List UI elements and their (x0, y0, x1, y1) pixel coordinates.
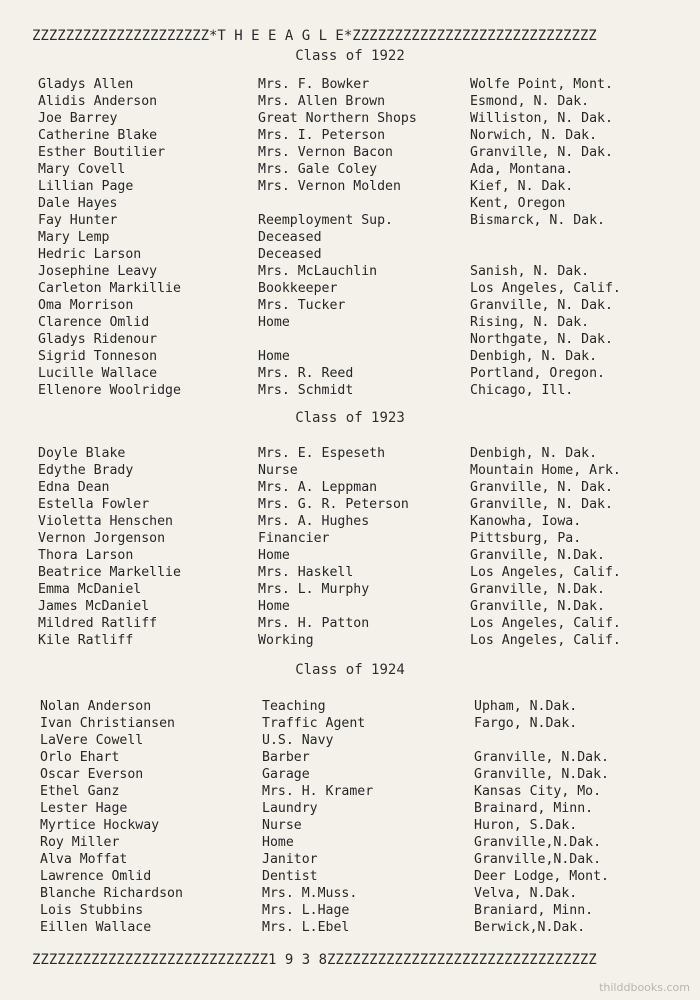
graduate-location: Los Angeles, Calif. (470, 565, 621, 580)
graduate-name: Kile Ratliff (38, 633, 134, 648)
list-item (0, 280, 700, 297)
graduate-name: Alidis Anderson (38, 94, 158, 109)
graduate-name: LaVere Cowell (40, 733, 144, 748)
list-item (0, 868, 700, 885)
graduate-status: Mrs. Haskell (258, 565, 354, 580)
graduate-status: Deceased (258, 247, 322, 262)
graduate-status: Mrs. Gale Coley (258, 162, 378, 177)
graduate-name: Orlo Ehart (40, 750, 120, 765)
graduate-status: Mrs. McLauchlin (258, 264, 378, 279)
graduate-name: Ivan Christiansen (40, 716, 175, 731)
list-item (0, 749, 700, 766)
graduate-location: Kent, Oregon (470, 196, 566, 211)
class-list-1922 (0, 76, 700, 399)
graduate-name: Mary Lemp (38, 230, 110, 245)
list-item (0, 581, 700, 598)
graduate-location: Berwick,N.Dak. (474, 920, 586, 935)
list-item (0, 817, 700, 834)
list-item (0, 885, 700, 902)
graduate-status: Mrs. E. Espeseth (258, 446, 386, 461)
graduate-location: Bismarck, N. Dak. (470, 213, 605, 228)
list-item (0, 76, 700, 93)
list-item (0, 598, 700, 615)
graduate-status: Home (258, 315, 290, 330)
list-item (0, 212, 700, 229)
graduate-name: Roy Miller (40, 835, 120, 850)
graduate-name: Ellenore Woolridge (38, 383, 181, 398)
graduate-name: Oscar Everson (40, 767, 144, 782)
graduate-location: Brainard, Minn. (474, 801, 594, 816)
list-item (0, 229, 700, 246)
graduate-name: Josephine Leavy (38, 264, 158, 279)
graduate-name: Myrtice Hockway (40, 818, 160, 833)
list-item (0, 632, 700, 649)
graduate-name: Lucille Wallace (38, 366, 158, 381)
graduate-location: Kansas City, Mo. (474, 784, 602, 799)
list-item (0, 110, 700, 127)
graduate-status: Reemployment Sup. (258, 213, 393, 228)
graduate-location: Northgate, N. Dak. (470, 332, 613, 347)
graduate-name: Clarence Omlid (38, 315, 150, 330)
graduate-name: Dale Hayes (38, 196, 118, 211)
graduate-name: Mildred Ratliff (38, 616, 158, 631)
graduate-location: Granville, N. Dak. (470, 480, 613, 495)
graduate-name: Joe Barrey (38, 111, 118, 126)
graduate-status: Mrs. F. Bowker (258, 77, 370, 92)
graduate-location: Esmond, N. Dak. (470, 94, 590, 109)
graduate-status: U.S. Navy (262, 733, 334, 748)
graduate-location: Sanish, N. Dak. (470, 264, 590, 279)
list-item (0, 93, 700, 110)
list-item (0, 698, 700, 715)
list-item (0, 547, 700, 564)
class-heading-1922: Class of 1922 (295, 48, 405, 64)
header-rule: ZZZZZZZZZZZZZZZZZZZZZ*T H E E A G L E*ZZZZZZZZZZZZZZZZZZZZZZZZZZZZZ (32, 28, 597, 44)
graduate-status: Deceased (258, 230, 322, 245)
graduate-name: Lillian Page (38, 179, 134, 194)
graduate-status: Nurse (262, 818, 302, 833)
graduate-status: Traffic Agent (262, 716, 366, 731)
graduate-status: Mrs. H. Kramer (262, 784, 374, 799)
graduate-name: Oma Morrison (38, 298, 134, 313)
list-item (0, 348, 700, 365)
list-item (0, 919, 700, 936)
graduate-location: Los Angeles, Calif. (470, 281, 621, 296)
graduate-status: Mrs. Allen Brown (258, 94, 386, 109)
graduate-name: James McDaniel (38, 599, 150, 614)
list-item (0, 127, 700, 144)
graduate-name: Fay Hunter (38, 213, 118, 228)
graduate-status: Mrs. Tucker (258, 298, 346, 313)
graduate-status: Mrs. Vernon Molden (258, 179, 401, 194)
list-item (0, 732, 700, 749)
list-item (0, 715, 700, 732)
graduate-name: Thora Larson (38, 548, 134, 563)
graduate-location: Mountain Home, Ark. (470, 463, 621, 478)
list-item (0, 297, 700, 314)
graduate-status: Great Northern Shops (258, 111, 417, 126)
list-item (0, 564, 700, 581)
list-item (0, 615, 700, 632)
graduate-status: Laundry (262, 801, 318, 816)
graduate-location: Granville, N.Dak. (474, 750, 609, 765)
list-item (0, 462, 700, 479)
list-item (0, 800, 700, 817)
graduate-status: Working (258, 633, 314, 648)
graduate-location: Granville, N.Dak. (474, 767, 609, 782)
graduate-location: Granville, N. Dak. (470, 497, 613, 512)
graduate-location: Granville,N.Dak. (474, 852, 602, 867)
list-item (0, 195, 700, 212)
graduate-location: Denbigh, N. Dak. (470, 349, 598, 364)
graduate-status: Mrs. H. Patton (258, 616, 370, 631)
graduate-location: Williston, N. Dak. (470, 111, 613, 126)
graduate-name: Estella Fowler (38, 497, 150, 512)
graduate-status: Mrs. A. Leppman (258, 480, 378, 495)
graduate-location: Granville,N.Dak. (474, 835, 602, 850)
list-item (0, 902, 700, 919)
list-item (0, 144, 700, 161)
class-heading-1923: Class of 1923 (295, 410, 405, 426)
graduate-location: Wolfe Point, Mont. (470, 77, 613, 92)
graduate-status: Home (258, 599, 290, 614)
graduate-location: Huron, S.Dak. (474, 818, 578, 833)
graduate-location: Pittsburg, Pa. (470, 531, 582, 546)
graduate-status: Financier (258, 531, 330, 546)
graduate-name: Eillen Wallace (40, 920, 152, 935)
watermark: thilddbooks.com (599, 981, 690, 994)
graduate-status: Mrs. Schmidt (258, 383, 354, 398)
list-item (0, 365, 700, 382)
graduate-location: Chicago, Ill. (470, 383, 574, 398)
list-item (0, 263, 700, 280)
graduate-name: Esther Boutilier (38, 145, 166, 160)
graduate-name: Carleton Markillie (38, 281, 181, 296)
graduate-status: Mrs. L.Ebel (262, 920, 350, 935)
graduate-status: Mrs. M.Muss. (262, 886, 358, 901)
graduate-location: Granville, N. Dak. (470, 298, 613, 313)
graduate-location: Kanowha, Iowa. (470, 514, 582, 529)
graduate-name: Vernon Jorgenson (38, 531, 166, 546)
list-item (0, 445, 700, 462)
graduate-status: Barber (262, 750, 310, 765)
graduate-location: Rising, N. Dak. (470, 315, 590, 330)
graduate-name: Blanche Richardson (40, 886, 183, 901)
graduate-status: Home (262, 835, 294, 850)
class-heading-1924: Class of 1924 (295, 662, 405, 678)
graduate-name: Edythe Brady (38, 463, 134, 478)
list-item (0, 496, 700, 513)
graduate-name: Beatrice Markellie (38, 565, 181, 580)
graduate-status: Mrs. L. Murphy (258, 582, 370, 597)
graduate-status: Teaching (262, 699, 326, 714)
graduate-name: Hedric Larson (38, 247, 142, 262)
list-item (0, 783, 700, 800)
graduate-name: Edna Dean (38, 480, 110, 495)
list-item (0, 178, 700, 195)
graduate-status: Mrs. Vernon Bacon (258, 145, 393, 160)
graduate-status: Dentist (262, 869, 318, 884)
graduate-location: Granville, N. Dak. (470, 145, 613, 160)
graduate-name: Gladys Ridenour (38, 332, 158, 347)
graduate-status: Bookkeeper (258, 281, 338, 296)
graduate-location: Fargo, N.Dak. (474, 716, 578, 731)
graduate-name: Nolan Anderson (40, 699, 152, 714)
graduate-status: Janitor (262, 852, 318, 867)
graduate-location: Granville, N.Dak. (470, 548, 605, 563)
class-list-1923 (0, 445, 700, 649)
graduate-name: Lois Stubbins (40, 903, 144, 918)
list-item (0, 851, 700, 868)
graduate-name: Alva Moffat (40, 852, 128, 867)
list-item (0, 382, 700, 399)
graduate-name: Emma McDaniel (38, 582, 142, 597)
class-list-1924 (0, 698, 700, 936)
list-item (0, 246, 700, 263)
graduate-location: Denbigh, N. Dak. (470, 446, 598, 461)
graduate-name: Doyle Blake (38, 446, 126, 461)
graduate-location: Velva, N.Dak. (474, 886, 578, 901)
list-item (0, 479, 700, 496)
graduate-status: Home (258, 349, 290, 364)
graduate-status: Garage (262, 767, 310, 782)
graduate-status: Mrs. G. R. Peterson (258, 497, 409, 512)
graduate-status: Home (258, 548, 290, 563)
graduate-name: Gladys Allen (38, 77, 134, 92)
graduate-location: Upham, N.Dak. (474, 699, 578, 714)
graduate-location: Ada, Montana. (470, 162, 574, 177)
graduate-name: Sigrid Tonneson (38, 349, 158, 364)
graduate-location: Braniard, Minn. (474, 903, 594, 918)
list-item (0, 834, 700, 851)
graduate-status: Mrs. R. Reed (258, 366, 354, 381)
graduate-status: Mrs. A. Hughes (258, 514, 370, 529)
graduate-name: Lester Hage (40, 801, 128, 816)
footer-rule: ZZZZZZZZZZZZZZZZZZZZZZZZZZZZ1 9 3 8ZZZZZZZZZZZZZZZZZZZZZZZZZZZZZZZZ (32, 952, 597, 968)
graduate-status: Mrs. L.Hage (262, 903, 350, 918)
graduate-name: Catherine Blake (38, 128, 158, 143)
graduate-name: Lawrence Omlid (40, 869, 152, 884)
graduate-location: Granville, N.Dak. (470, 582, 605, 597)
list-item (0, 331, 700, 348)
graduate-name: Ethel Ganz (40, 784, 120, 799)
list-item (0, 314, 700, 331)
graduate-location: Granville, N.Dak. (470, 599, 605, 614)
graduate-location: Deer Lodge, Mont. (474, 869, 609, 884)
graduate-location: Los Angeles, Calif. (470, 633, 621, 648)
graduate-location: Kief, N. Dak. (470, 179, 574, 194)
list-item (0, 161, 700, 178)
graduate-location: Los Angeles, Calif. (470, 616, 621, 631)
list-item (0, 530, 700, 547)
graduate-name: Violetta Henschen (38, 514, 173, 529)
graduate-location: Norwich, N. Dak. (470, 128, 598, 143)
graduate-name: Mary Covell (38, 162, 126, 177)
list-item (0, 766, 700, 783)
graduate-status: Nurse (258, 463, 298, 478)
graduate-location: Portland, Oregon. (470, 366, 605, 381)
graduate-status: Mrs. I. Peterson (258, 128, 386, 143)
list-item (0, 513, 700, 530)
